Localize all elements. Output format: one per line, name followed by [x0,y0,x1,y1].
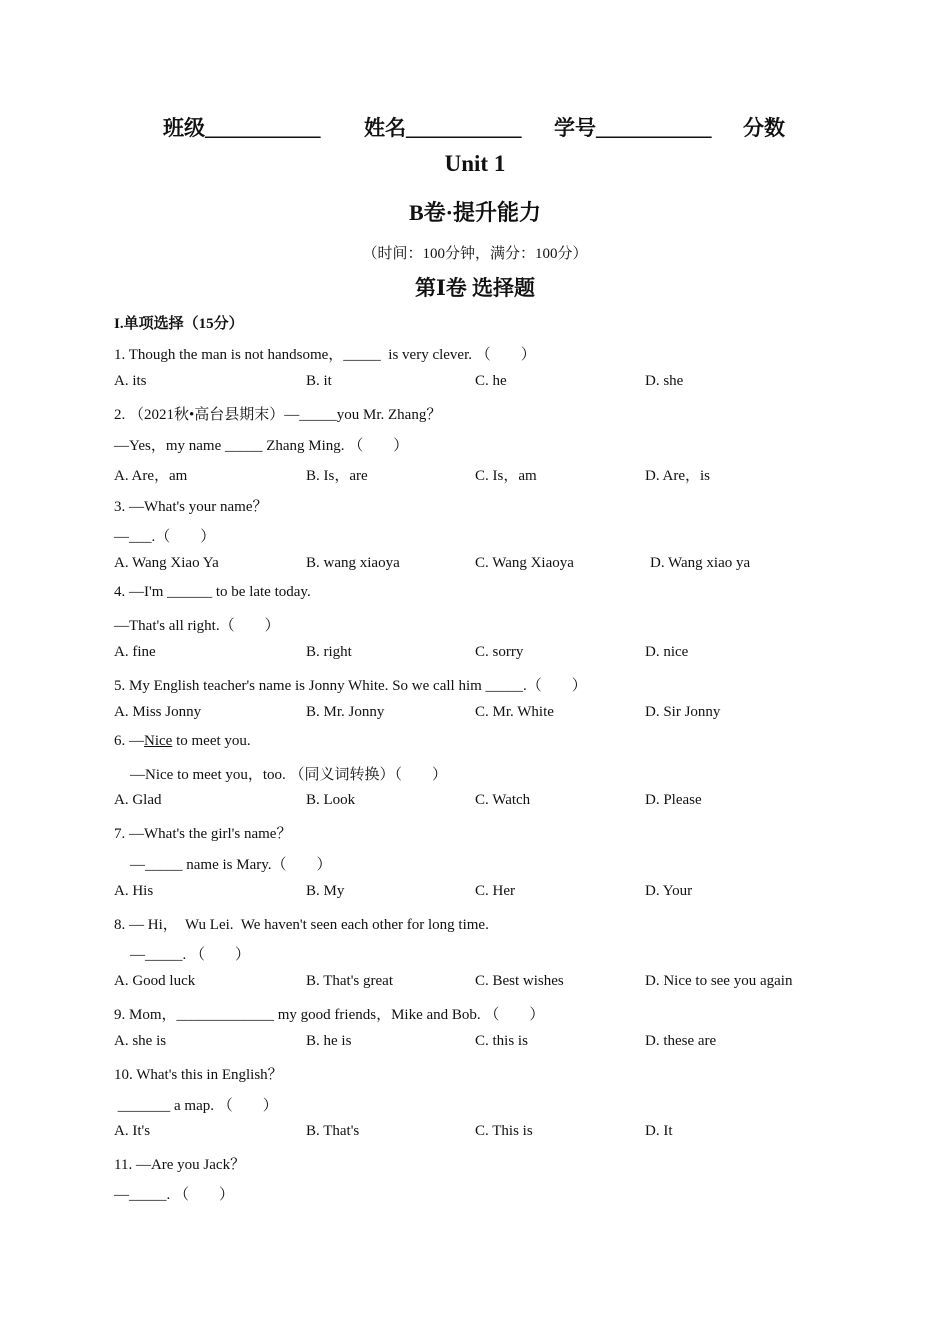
q10-option-c: C. This is [475,1123,533,1139]
page-title: Unit 1 [444,151,506,176]
class-field: 班级___________ [163,116,321,140]
q7-option-b: B. My [306,883,345,899]
question-4-reply: —That's all right.（ ） [114,618,280,634]
student-number-field: 学号___________ [554,116,712,140]
q8-option-c: C. Best wishes [475,973,564,989]
q10-option-b: B. That's [306,1123,360,1139]
q8-option-a: A. Good luck [114,973,196,989]
q9-option-b: B. he is [306,1033,352,1049]
question-5: 5. My English teacher's name is Jonny White. So we call him _____.（ ） [114,678,587,694]
name-field: 姓名___________ [364,116,522,140]
question-8: 8. — Hi， Wu Lei. We haven't seen each other for long time. [114,917,489,933]
question-10: 10. What's this in English？ [114,1067,283,1083]
question-7-reply: —_____ name is Mary.（ ） [130,857,332,873]
q1-option-c: C. he [475,373,507,389]
q8-option-b: B. That's great [306,973,393,989]
score-field: 分数 [743,116,785,140]
question-8-reply: —_____. （ ） [130,947,251,963]
question-9: 9. Mom，_____________ my good friends，Mike and Bob. （ ） [114,1007,545,1023]
time-note: （时间：100分钟，满分：100分） [362,246,588,262]
q10-option-d: D. It [645,1123,673,1139]
question-11: 11. —Are you Jack？ [114,1157,246,1173]
q6-prefix: 6. — [114,733,144,749]
q10-option-a: A. It's [114,1123,151,1139]
question-4: 4. —I'm ______ to be late today. [114,584,311,600]
q6-underlined-word: Nice [144,733,173,749]
q6-rest: to meet you. [172,733,251,749]
q9-option-d: D. these are [645,1033,717,1049]
q6-option-b: B. Look [306,792,356,808]
q1-option-a: A. its [114,373,147,389]
question-1: 1. Though the man is not handsome，_____ is very clever. （ ） [114,347,536,363]
question-2: 2. （2021秋•高台县期末）—_____you Mr. Zhang？ [114,407,442,423]
q2-option-d: D. Are，is [645,468,710,484]
question-7: 7. —What's the girl's name？ [114,826,292,842]
question-3: 3. —What's your name？ [114,499,268,515]
q3-option-b: B. wang xiaoya [306,555,400,571]
question-3-reply: —___.（ ） [114,529,216,545]
q7-option-d: D. Your [645,883,693,899]
q5-option-a: A. Miss Jonny [114,704,202,720]
q7-option-a: A. His [114,883,154,899]
q4-option-a: A. fine [114,644,156,660]
q8-option-d: D. Nice to see you again [645,973,793,989]
q2-option-b: B. Is，are [306,468,368,484]
q1-option-d: D. she [645,373,684,389]
q6-option-d: D. Please [645,792,702,808]
q7-option-c: C. Her [475,883,515,899]
q2-option-a: A. Are，am [114,468,188,484]
q4-option-c: C. sorry [475,644,524,660]
q9-option-c: C. this is [475,1033,528,1049]
question-10-reply: _______ a map. （ ） [114,1098,278,1114]
q9-option-a: A. she is [114,1033,167,1049]
q5-option-b: B. Mr. Jonny [306,704,385,720]
q4-option-d: D. nice [645,644,689,660]
q5-option-d: D. Sir Jonny [645,704,721,720]
q3-option-d: D. Wang xiao ya [650,555,751,571]
q1-option-b: B. it [306,373,332,389]
question-2-reply: —Yes，my name _____ Zhang Ming. （ ） [114,438,409,454]
q6-option-a: A. Glad [114,792,162,808]
question-11-reply: —_____. （ ） [114,1187,235,1203]
page-subtitle: B卷·提升能力 [408,200,541,225]
q6-option-c: C. Watch [475,792,531,808]
section-title: I.单项选择（15分） [114,316,244,332]
q3-option-c: C. Wang Xiaoya [475,555,574,571]
question-6-reply: —Nice to meet you，too. （同义词转换）（ ） [130,767,448,783]
question-6 [114,733,251,750]
q5-option-c: C. Mr. White [475,704,554,720]
q3-option-a: A. Wang Xiao Ya [114,555,219,571]
q4-option-b: B. right [306,644,352,660]
q2-option-c: C. Is，am [475,468,537,484]
part-title: 第Ⅰ卷 选择题 [414,276,536,300]
